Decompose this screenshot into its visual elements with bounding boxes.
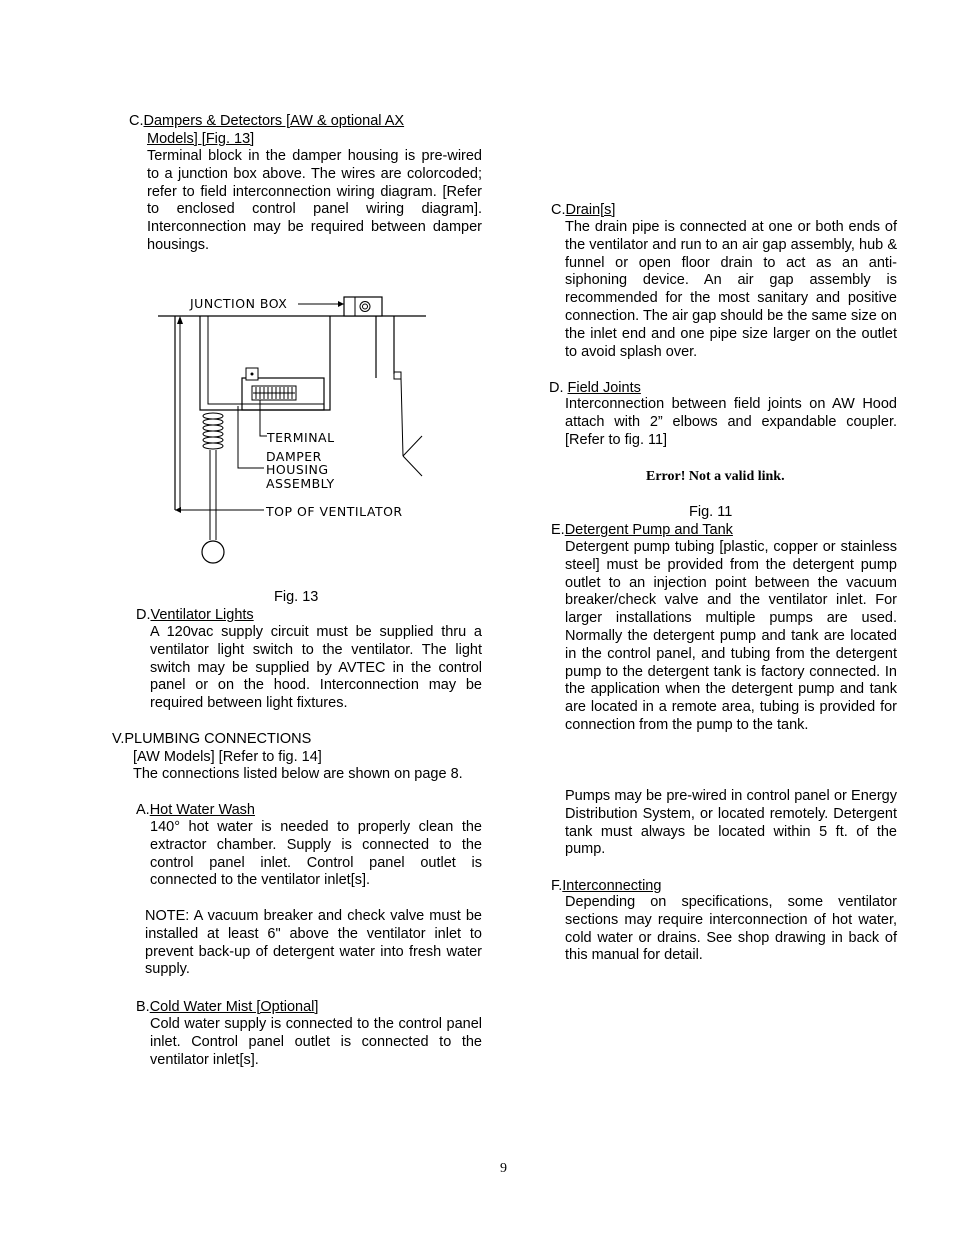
top-of-ventilator-label: TOP OF VENTILATOR: [266, 504, 403, 519]
field-joints-body: Interconnection between field joints on AW Hood attach with 2” elbows and expandable coupler. [Refer to fig. 11]: [565, 396, 897, 448]
plumbing-intro: The connections listed below are shown on page 8.: [133, 766, 463, 782]
section-d-heading: D.Ventilator Lights: [136, 607, 254, 623]
drains-body: The drain pipe is connected at one or both ends of the ventilator and run to an air gap assembly, hub & funnel or open floor drain to act as an anti-siphoning device. An air gap assembly is recommended for the most sanitary and positive connection. The air gap should be the same size on the inlet end and one pipe size larger on the outlet to avoid splash over.: [565, 219, 897, 360]
section-b-heading: B.Cold Water Mist [Optional]: [136, 999, 319, 1015]
section-a-note: NOTE: A vacuum breaker and check valve must be installed at least 6" above the ventilator inlet to prevent back-up of detergent water into fresh water supply.: [145, 908, 482, 978]
section-a-heading: A.Hot Water Wash: [136, 802, 255, 818]
terminal-label: TERMINAL: [267, 430, 335, 445]
damper-diagram: [150, 288, 440, 578]
plumbing-heading: V.PLUMBING CONNECTIONS: [112, 731, 312, 747]
page-number: 9: [500, 1161, 507, 1176]
section-c-body: Terminal block in the damper housing is pre-wired to a junction box above. The wires are colorcoded; refer to field interconnection wiring diagram. [Refer to enclosed control panel wiring diagram]. Interconnection may be required between damper housings.: [147, 148, 482, 253]
section-d-body: A 120vac supply circuit must be supplied thru a ventilator light switch to the ventilator. The light switch may be supplied by AVTEC in the control panel or on the hood. Interconnection may be required between light fixtures.: [150, 624, 482, 712]
section-c-heading: C.Dampers & Detectors [AW & optional AX: [129, 113, 405, 129]
error-link-text: Error! Not a valid link.: [646, 469, 785, 484]
plumbing-subheading: [AW Models] [Refer to fig. 14]: [133, 749, 322, 765]
interconnecting-body: Depending on specifications, some ventilator sections may require interconnection of hot water, cold water or drains. See shop drawing in back of this manual for detail.: [565, 894, 897, 964]
detergent-heading: E.Detergent Pump and Tank: [551, 522, 733, 538]
drains-heading: C.Drain[s]: [551, 202, 616, 218]
detergent-body-2: Pumps may be pre-wired in control panel or Energy Distribution System, or located remotely. Detergent tank must always be located within 5 ft. of the pump.: [565, 788, 897, 858]
field-joints-heading: D. Field Joints: [549, 380, 641, 396]
figure-11-caption: Fig. 11: [689, 504, 733, 520]
detergent-body: Detergent pump tubing [plastic, copper or stainless steel] must be provided from the detergent pump outlet to an injection point between the vacuum breaker/check valve and the ventilator inlet. For larger installations multiple pumps are used. Normally the detergent pump and tank are located in the control panel, and tubing from the detergent pump to the detergent tank is factory connected. In the application when the detergent pump and tank are located in a remote area, tubing is provided for connection from the pump to the tank.: [565, 539, 897, 733]
housing-label: HOUSING: [266, 462, 329, 477]
figure-13-caption: Fig. 13: [274, 589, 319, 605]
section-c-heading-cont: Models] [Fig. 13]: [147, 131, 255, 147]
section-a-body: 140° hot water is needed to properly clean the extractor chamber. Supply is connected to the control panel inlet. Control panel outlet is connected to the ventilator inlet[s].: [150, 819, 482, 889]
interconnecting-heading: F.Interconnecting: [551, 878, 662, 894]
junction-box-label: JUNCTION BOX: [190, 296, 288, 311]
section-b-body: Cold water supply is connected to the control panel inlet. Control panel outlet is connected to the ventilator inlet[s].: [150, 1016, 482, 1068]
assembly-label: ASSEMBLY: [266, 476, 335, 491]
damper-label: DAMPER: [266, 449, 322, 464]
